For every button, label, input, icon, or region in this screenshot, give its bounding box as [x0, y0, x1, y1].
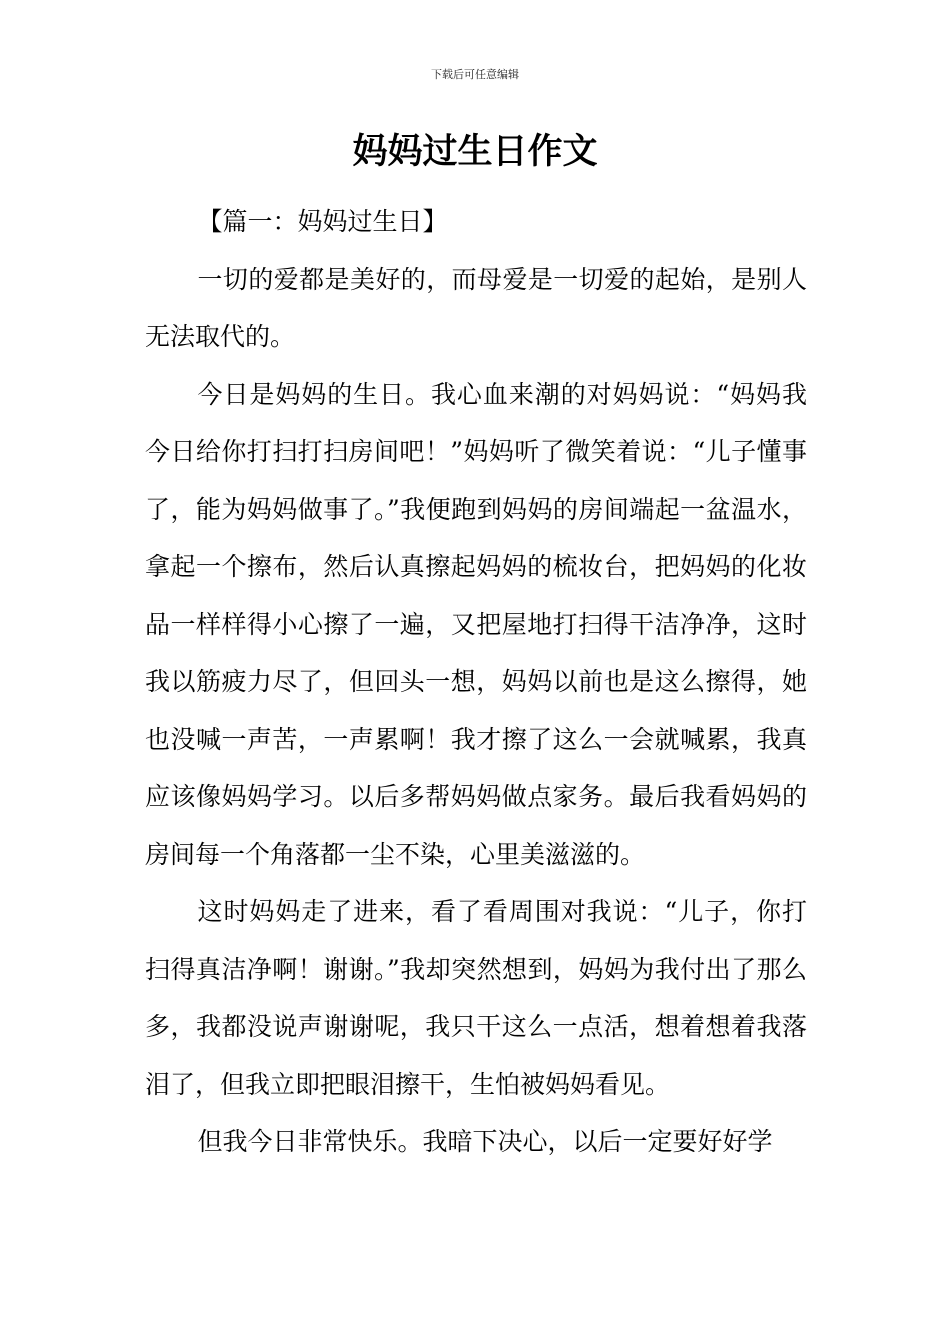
document-title: 妈妈过生日作文: [352, 132, 598, 172]
paragraph: 但我今日非常快乐。我暗下决心，以后一定要好好学: [197, 1127, 773, 1156]
section-heading: 【篇一：妈妈过生日】: [197, 207, 448, 236]
header-note: 下载后可任意编辑: [431, 68, 519, 81]
paragraph: 这时妈妈走了进来，看了看周围对我说：“儿子，你打扫得真洁净啊！谢谢。”我却突然想到，妈妈为我付出了那么多，我都没说声谢谢呢，我只干这么一点活，想着想着我落泪了，但我立即把眼泪擦干，生怕被妈妈看见。: [145, 897, 807, 1099]
document-body: [145, 193, 807, 1171]
paragraph: 今日是妈妈的生日。我心血来潮的对妈妈说：“妈妈我今日给你打扫打扫房间吧！”妈妈听了微笑着说：“儿子懂事了，能为妈妈做事了。”我便跑到妈妈的房间端起一盆温水，拿起一个擦布，然后认真擦起妈妈的梳妆台，把妈妈的化妆品一样样得小心擦了一遍，又把屋地打扫得干洁净净，这时我以筋疲力尽了，但回头一想，妈妈以前也是这么擦得，她也没喊一声苦，一声累啊！我才擦了这么一会就喊累，我真应该像妈妈学习。以后多帮妈妈做点家务。最后我看妈妈的房间每一个角落都一尘不染，心里美滋滋的。: [145, 379, 807, 869]
paragraph: 一切的爱都是美好的，而母爱是一切爱的起始，是别人无法取代的。: [145, 264, 807, 351]
